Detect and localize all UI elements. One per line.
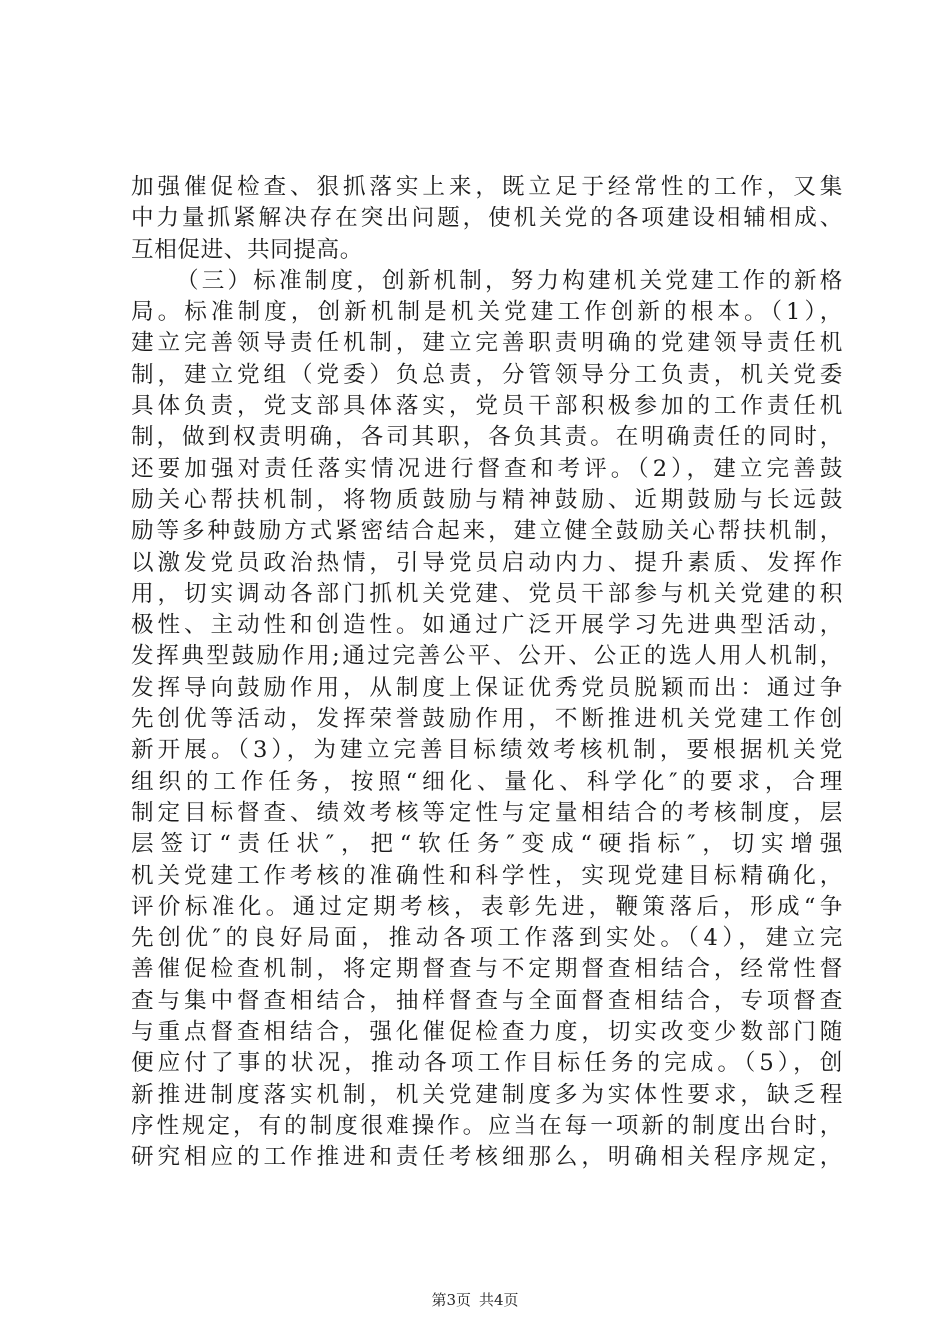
text-line: 极性、主动性和创造性。如通过广泛开展学习先进典型活动， (131, 612, 843, 639)
text-line: 励关心帮扶机制，将物质鼓励与精神鼓励、近期鼓励与长远鼓 (131, 486, 843, 513)
text-line: 具体负责，党支部具体落实，党员干部积极参加的工作责任机 (131, 393, 843, 420)
text-line: 善催促检查机制，将定期督查与不定期督查相结合，经常性督 (131, 956, 843, 983)
section-heading-line: （三）标准制度，创新机制，努力构建机关党建工作的新格 (176, 267, 843, 294)
text-line: 建立完善领导责任机制，建立完善职责明确的党建领导责任机 (131, 330, 843, 357)
body-text (131, 172, 843, 1174)
text-line: 层签订“责任状″，把“软任务″变成“硬指标″，切实增强 (131, 831, 843, 858)
text-line: 制，做到权责明确，各司其职，各负其责。在明确责任的同时， (131, 424, 843, 451)
text-line: 新推进制度落实机制，机关党建制度多为实体性要求，缺乏程 (131, 1081, 843, 1108)
text-line: 用，切实调动各部门抓机关党建、党员干部参与机关党建的积 (131, 580, 843, 607)
text-line: 先创优″的良好局面，推动各项工作落到实处。（4），建立完 (131, 925, 843, 952)
text-line: 便应付了事的状况，推动各项工作目标任务的完成。（5），创 (131, 1050, 843, 1077)
text-line: 制，建立党组（党委）负总责，分管领导分工负责，机关党委 (131, 361, 843, 388)
text-line: 机关党建工作考核的准确性和科学性，实现党建目标精确化， (131, 862, 843, 889)
text-line: 新开展。（3），为建立完善目标绩效考核机制，要根据机关党 (131, 737, 843, 764)
text-line: 评价标准化。通过定期考核，表彰先进，鞭策落后，形成“争 (131, 893, 843, 920)
text-line: 序性规定，有的制度很难操作。应当在每一项新的制度出台时， (131, 1112, 843, 1139)
total-pages: 共4页 (479, 1291, 519, 1309)
text-line: 发挥导向鼓励作用，从制度上保证优秀党员脱颖而出：通过争 (131, 674, 843, 701)
text-line: 中力量抓紧解决存在突出问题，使机关党的各项建设相辅相成、 (131, 205, 843, 232)
text-line: 与重点督查相结合，强化催促检查力度，切实改变少数部门随 (131, 1019, 843, 1046)
text-line: 以激发党员政治热情，引导党员启动内力、提升素质、发挥作 (131, 549, 843, 576)
page-number: 第3页 (431, 1291, 471, 1309)
text-line: 加强催促检查、狠抓落实上来，既立足于经常性的工作，又集 (131, 174, 843, 200)
text-line: 组织的工作任务，按照“细化、量化、科学化″的要求，合理 (131, 768, 843, 795)
text-line: 发挥典型鼓励作用;通过完善公平、公开、公正的选人用人机制， (131, 643, 843, 670)
text-line: 先创优等活动，发挥荣誉鼓励作用，不断推进机关党建工作创 (131, 706, 843, 733)
text-line: 还要加强对责任落实情况进行督查和考评。（2），建立完善鼓 (131, 455, 843, 482)
text-line: 局。标准制度，创新机制是机关党建工作创新的根本。（1）， (131, 299, 843, 326)
text-line: 互相促进、共同提高。 (131, 236, 363, 263)
text-line: 研究相应的工作推进和责任考核细那么，明确相关程序规定， (131, 1144, 843, 1171)
text-line: 制定目标督查、绩效考核等定性与定量相结合的考核制度，层 (131, 799, 843, 826)
text-line: 查与集中督查相结合，抽样督查与全面督查相结合，专项督查 (131, 987, 843, 1014)
page-footer (0, 1291, 950, 1309)
text-line: 励等多种鼓励方式紧密结合起来，建立健全鼓励关心帮扶机制， (131, 518, 843, 545)
